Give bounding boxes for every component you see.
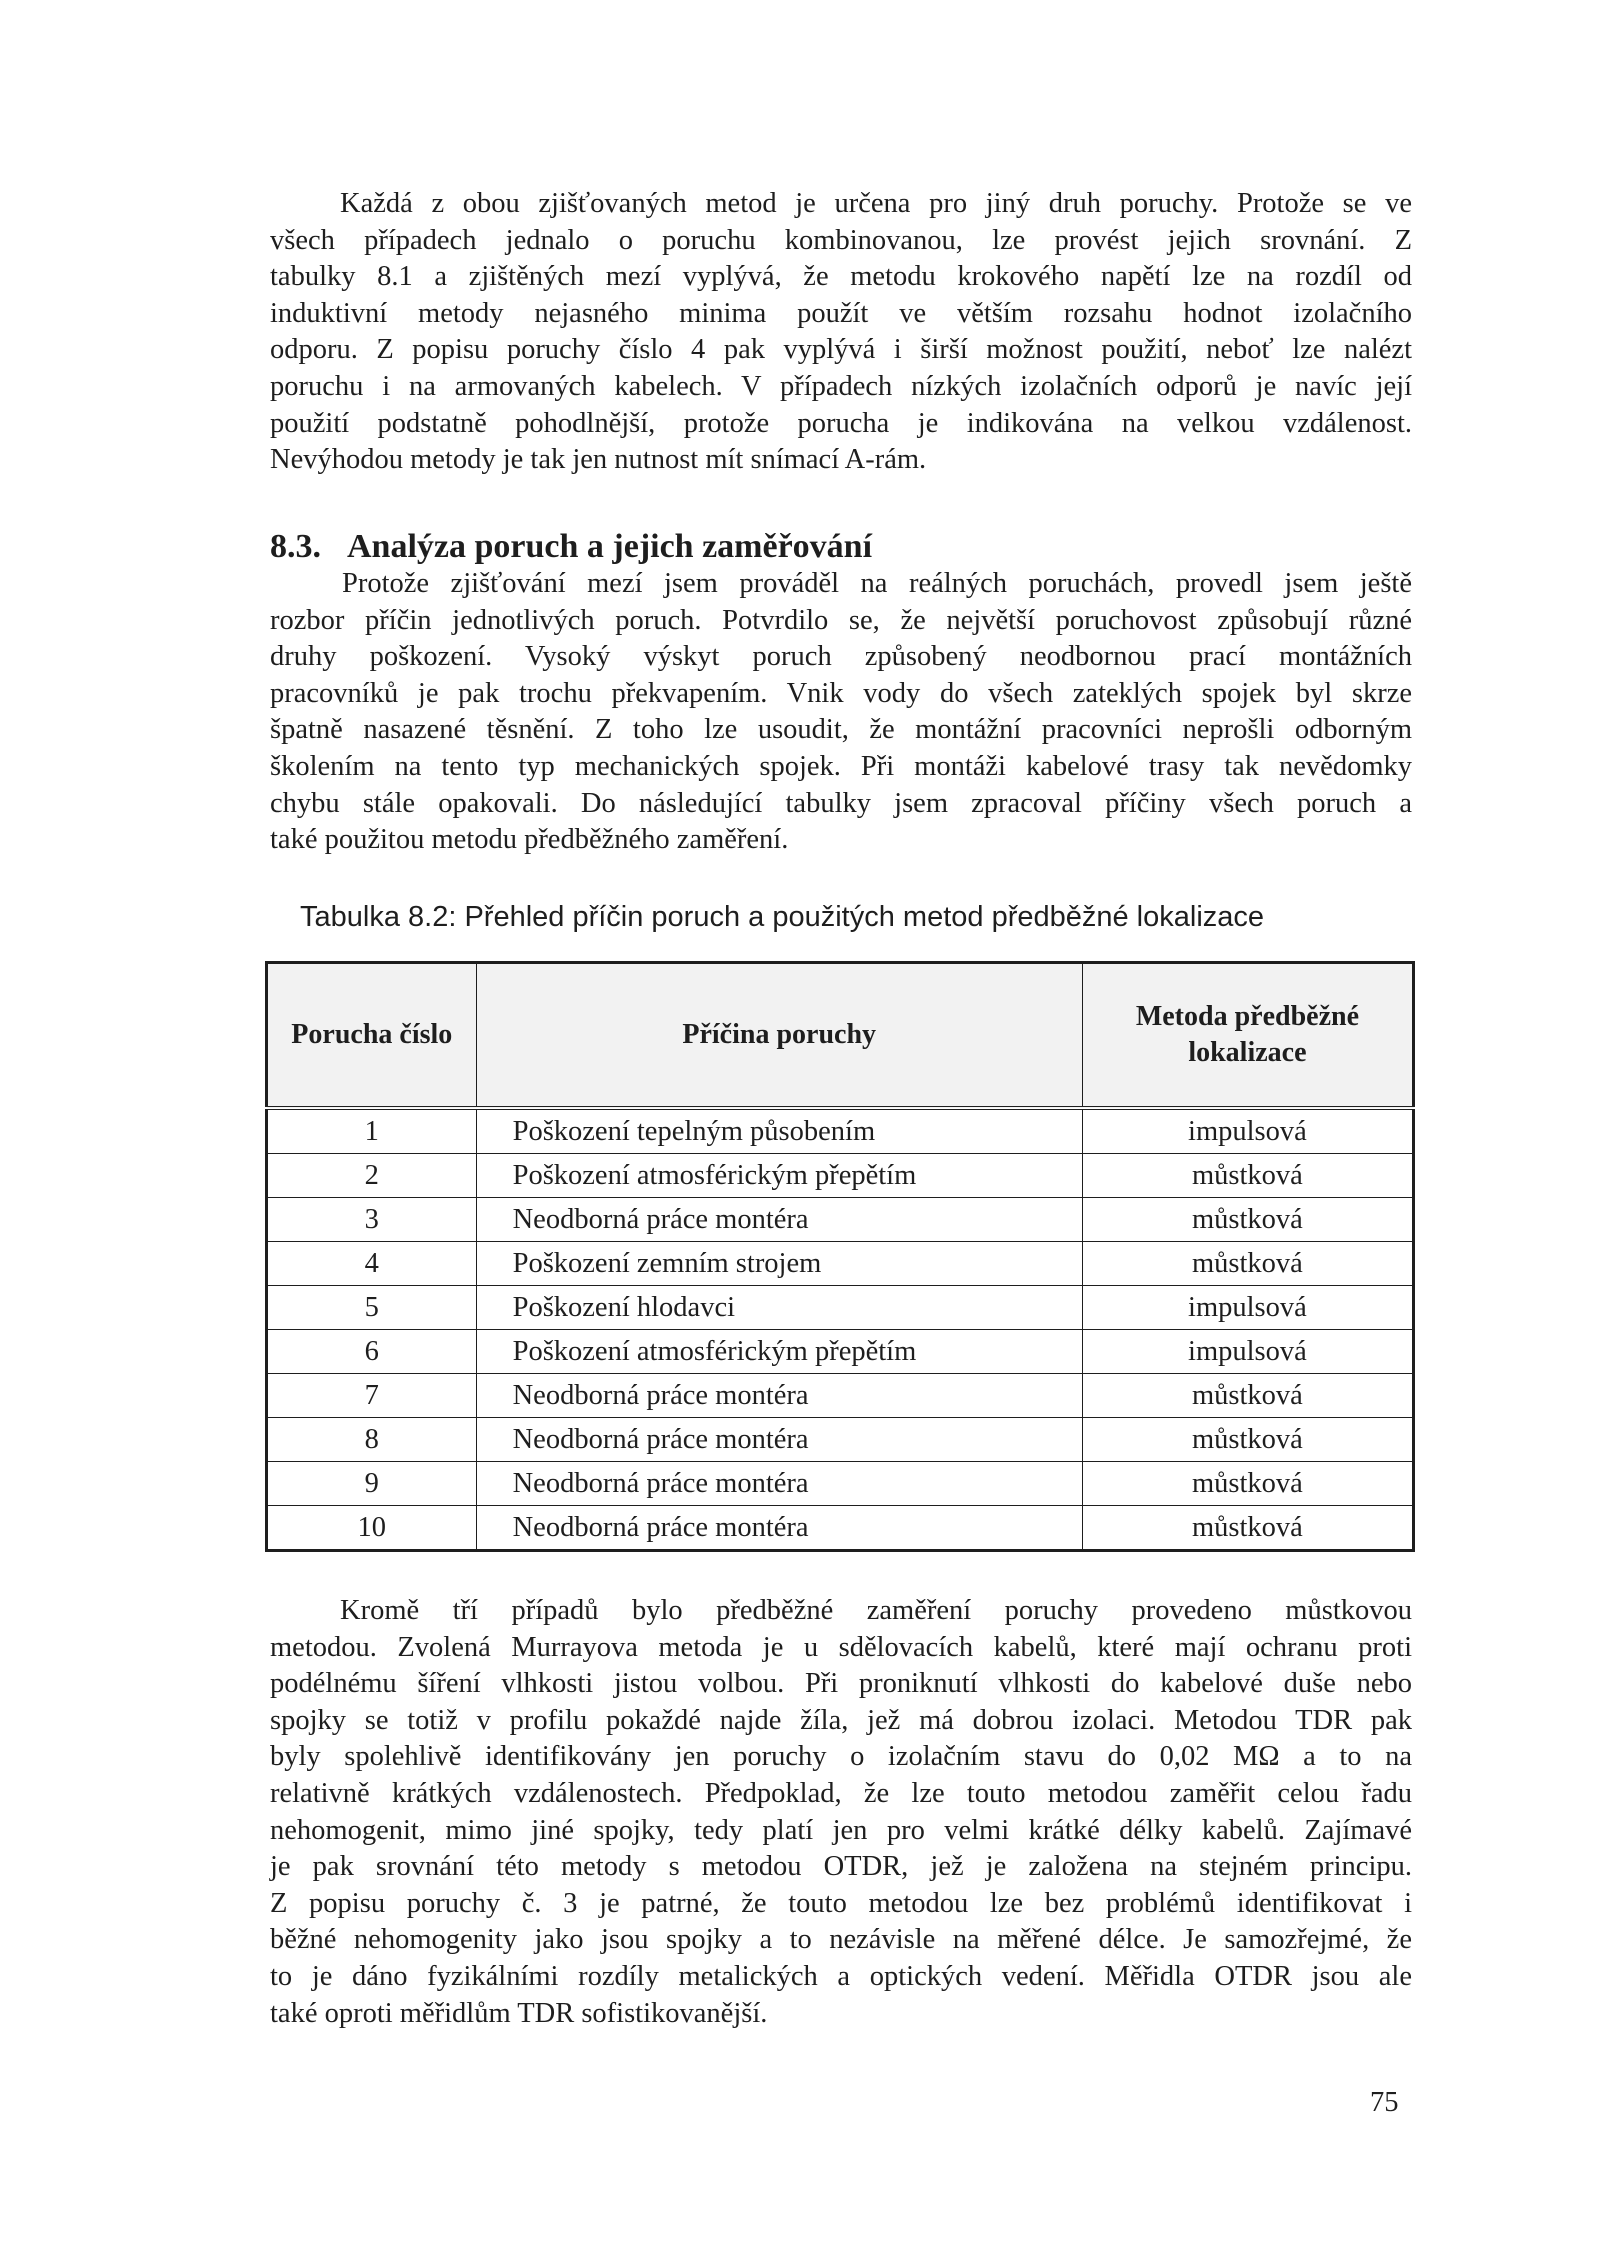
header-localization-method: Metoda předběžné lokalizace [1082,963,1413,1109]
text-line: poruchu i na armovaných kabelech. V případech nízkých izolačních odporů je navíc její [270,370,1412,402]
text-line: chybu stále opakovali. Do následující tabulky jsem zpracoval příčiny všech poruch a [270,787,1412,819]
table-row [267,1108,1414,1154]
table-caption: Tabulka 8.2: Přehled příčin poruch a použitých metod předběžné lokalizace [300,901,1265,933]
cell-method: můstková [1082,1374,1413,1418]
cell-fault-cause: Neodborná práce montéra [476,1418,1082,1462]
cell-fault-number: 8 [267,1418,477,1462]
table-row [267,1198,1414,1242]
cell-fault-cause: Neodborná práce montéra [476,1506,1082,1551]
table-row [267,1242,1414,1286]
table-row [267,1462,1414,1506]
paragraph-method-results [270,1593,1412,2032]
cell-method: můstková [1082,1418,1413,1462]
cell-method: můstková [1082,1506,1413,1551]
cell-fault-number: 9 [267,1462,477,1506]
cell-fault-number: 10 [267,1506,477,1551]
text-line: také použitou metodu předběžného zaměření. [270,824,789,856]
text-line: běžné nehomogenity jako jsou spojky a to nezávisle na měřené délce. Je samozřejmé, že [270,1924,1412,1956]
text-line: odporu. Z popisu poruchy číslo 4 pak vyplývá i širší možnost použití, neboť lze nalézt [270,334,1412,366]
paragraph-method-comparison [270,186,1412,479]
table-row [267,1330,1414,1374]
cell-method: můstková [1082,1462,1413,1506]
text-line: rozbor příčin jednotlivých poruch. Potvrdilo se, že největší poruchovost způsobují různé [270,604,1412,636]
page-number: 75 [1370,2087,1399,2118]
text-line: také oproti měřidlům TDR sofistikovanější. [270,1997,768,2029]
paragraph-fault-analysis [270,566,1412,859]
table-row [267,1506,1414,1551]
text-line: relativně krátkých vzdálenostech. Předpoklad, že lze touto metodou zaměřit celou řadu [270,1777,1412,1809]
cell-method: můstková [1082,1198,1413,1242]
cell-fault-number: 7 [267,1374,477,1418]
cell-method: impulsová [1082,1286,1413,1330]
fault-table [265,961,1415,1552]
header-fault-cause: Příčina poruchy [476,963,1082,1109]
cell-method: můstková [1082,1154,1413,1198]
cell-fault-cause: Poškození hlodavci [476,1286,1082,1330]
cell-fault-cause: Neodborná práce montéra [476,1374,1082,1418]
section-number: 8.3. [270,528,321,565]
cell-fault-cause: Poškození zemním strojem [476,1242,1082,1286]
text-line: metodou. Zvolená Murrayova metoda je u sdělovacích kabelů, které mají ochranu proti [270,1631,1412,1663]
table-row [267,1374,1414,1418]
section-heading [270,527,872,567]
cell-fault-cause: Poškození atmosférickým přepětím [476,1154,1082,1198]
cell-method: impulsová [1082,1330,1413,1374]
text-line: tabulky 8.1 a zjištěných mezí vyplývá, že metodu krokového napětí lze na rozdíl od [270,261,1412,293]
cell-fault-number: 2 [267,1154,477,1198]
text-line: druhy poškození. Vysoký výskyt poruch způsobený neodbornou prací montážních [270,641,1412,673]
cell-method: impulsová [1082,1108,1413,1154]
cell-fault-number: 1 [267,1108,477,1154]
cell-fault-cause: Neodborná práce montéra [476,1462,1082,1506]
text-line: je pak srovnání této metody s metodou OTDR, jež je založena na stejném principu. [270,1851,1412,1883]
text-line: Protože zjišťování mezí jsem prováděl na reálných poruchách, provedl jsem ještě [342,568,1412,599]
text-line: spojky se totiž v profilu pokaždé najde žíla, jež má dobrou izolaci. Metodou TDR pak [270,1704,1412,1736]
table-header-row [267,963,1414,1109]
table-row [267,1418,1414,1462]
text-line: použití podstatně pohodlnější, protože porucha je indikována na velkou vzdálenost. [270,407,1412,439]
text-line: to je dáno fyzikálními rozdíly metalických a optických vedení. Měřidla OTDR jsou ale [270,1960,1412,1992]
text-line: všech případech jednalo o poruchu kombinovanou, lze provést jejich srovnání. Z [270,224,1412,256]
text-line: Z popisu poruchy č. 3 je patrné, že touto metodou lze bez problémů identifikovat i [270,1887,1412,1919]
text-line: Kromě tří případů bylo předběžné zaměření poruchy provedeno můstkovou [340,1595,1412,1626]
text-line: byly spolehlivě identifikovány jen poruchy o izolačním stavu do 0,02 MΩ a to na [270,1741,1412,1773]
table-row [267,1286,1414,1330]
text-line: Každá z obou zjišťovaných metod je určena pro jiný druh poruchy. Protože se ve [340,188,1412,219]
text-line: pracovníků je pak trochu překvapením. Vnik vody do všech zateklých spojek byl skrze [270,677,1412,709]
cell-fault-cause: Neodborná práce montéra [476,1198,1082,1242]
cell-fault-number: 3 [267,1198,477,1242]
cell-fault-cause: Poškození atmosférickým přepětím [476,1330,1082,1374]
text-line: Nevýhodou metody je tak jen nutnost mít snímací A-rám. [270,444,927,476]
text-line: školením na tento typ mechanických spojek. Při montáži kabelové trasy tak nevědomky [270,750,1412,782]
table-row [267,1154,1414,1198]
cell-fault-cause: Poškození tepelným působením [476,1108,1082,1154]
header-fault-number: Porucha číslo [267,963,477,1109]
text-line: induktivní metody nejasného minima použít ve větším rozsahu hodnot izolačního [270,297,1412,329]
cell-method: můstková [1082,1242,1413,1286]
text-line: nehomogenit, mimo jiné spojky, tedy platí jen pro velmi krátké délky kabelů. Zajímavé [270,1814,1412,1846]
section-title: Analýza poruch a jejich zaměřování [347,528,873,565]
text-line: špatně nasazené těsnění. Z toho lze usoudit, že montážní pracovníci neprošli odborným [270,714,1412,746]
cell-fault-number: 5 [267,1286,477,1330]
cell-fault-number: 4 [267,1242,477,1286]
text-line: podélnému šíření vlhkosti jistou volbou. Při proniknutí vlhkosti do kabelové duše nebo [270,1668,1412,1700]
cell-fault-number: 6 [267,1330,477,1374]
